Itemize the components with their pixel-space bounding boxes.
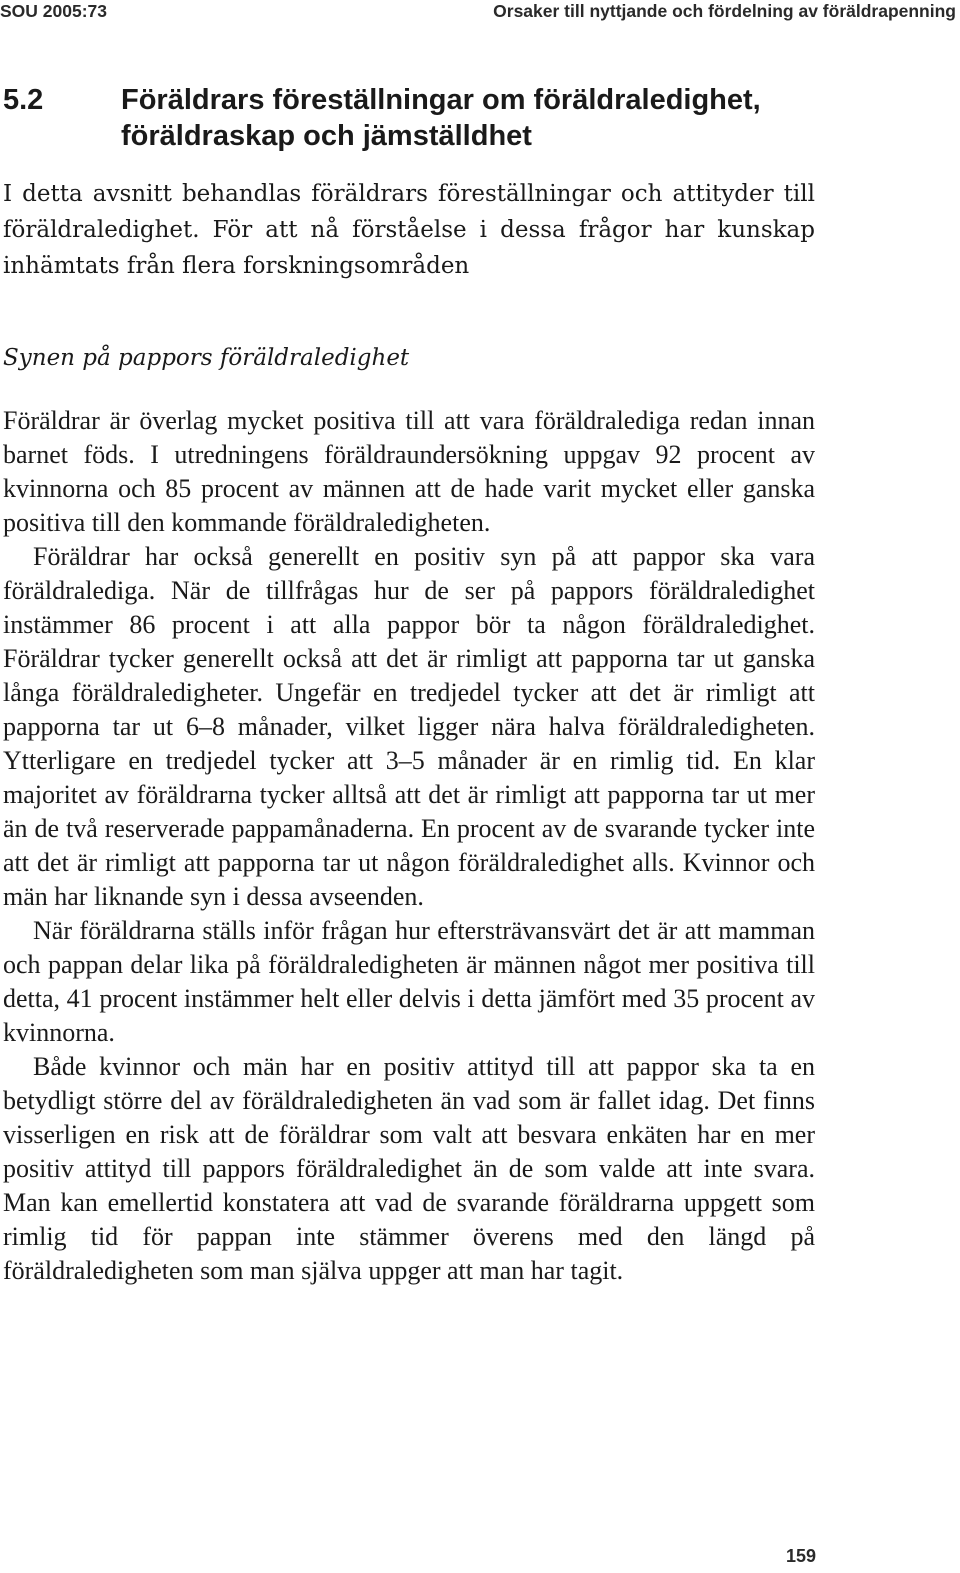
subsection-heading: Synen på pappors föräldraledighet (3, 345, 410, 371)
chapter-title: Orsaker till nyttjande och fördelning av föräldrapenning (493, 1, 956, 21)
paragraph-1: Föräldrar är överlag mycket positiva till att vara föräldralediga redan innan barnet föds. I utredningens föräldraundersökning uppgav 92 procent av kvinnorna och 85 procent av männen att de hade varit mycket eller ganska positiva till den kommande föräldraledigheten. (3, 406, 815, 537)
section-title: Föräldrars föreställningar om föräldraledighet, föräldraskap och jämställdhet (121, 84, 761, 152)
paragraph-2: Föräldrar har också generellt en positiv syn på att pappor ska vara föräldralediga. När de tillfrågas hur de ser på pappors föräldraledighet instämmer 86 procent i att alla pappor bör ta någon föräldraledighet. Föräldrar tycker generellt också att det är rimligt att papporna tar ut ganska långa föräldraledigheter. Ungefär en tredjedel tycker att det är rimligt att papporna tar ut 6–8 månader, vilket ligger nära halva föräldraledigheten. Ytterligare en tredjedel tycker att 3–5 månader är en rimlig tid. En klar majoritet av föräldrarna tycker alltså att det är rimligt att papporna tar ut mer än de två reserverade pappamånaderna. En procent av de svarande tycker inte att det är rimligt att papporna tar ut någon föräldraledighet alls. Kvinnor och män har liknande syn i dessa avseenden. (3, 542, 815, 911)
section-number: 5.2 (3, 84, 44, 116)
page-number: 159 (785, 1546, 816, 1566)
paragraph-4: Både kvinnor och män har en positiv attityd till att pappor ska ta en betydligt större del av föräldraledigheten än vad som är fallet idag. Det finns visserligen en risk att de föräldrar som valt att besvara enkäten har en mer positiv attityd till pappors föräldraledighet än de som valde att inte svara. Man kan emellertid konstatera att vad de svarande föräldrarna uppgett som rimlig tid för pappan inte stämmer överens med den längd på föräldraledigheten som man själva uppger att man har tagit. (3, 1052, 815, 1285)
intro-paragraph: I detta avsnitt behandlas föräldrars föreställningar och attityder till föräldraledighet. För att nå förståelse i dessa frågor har kunskap inhämtats från flera forskningsområden (3, 181, 815, 279)
paragraph-3: När föräldrarna ställs inför frågan hur eftersträvansvärt det är att mamman och pappan delar lika på föräldraledigheten är männen något mer positiva till detta, 41 procent instämmer helt eller delvis i detta jämfört med 35 procent av kvinnorna. (3, 916, 815, 1047)
document-id: SOU 2005:73 (0, 1, 108, 21)
body-text (3, 404, 815, 1288)
section-heading (0, 82, 940, 154)
running-header (0, 0, 960, 26)
